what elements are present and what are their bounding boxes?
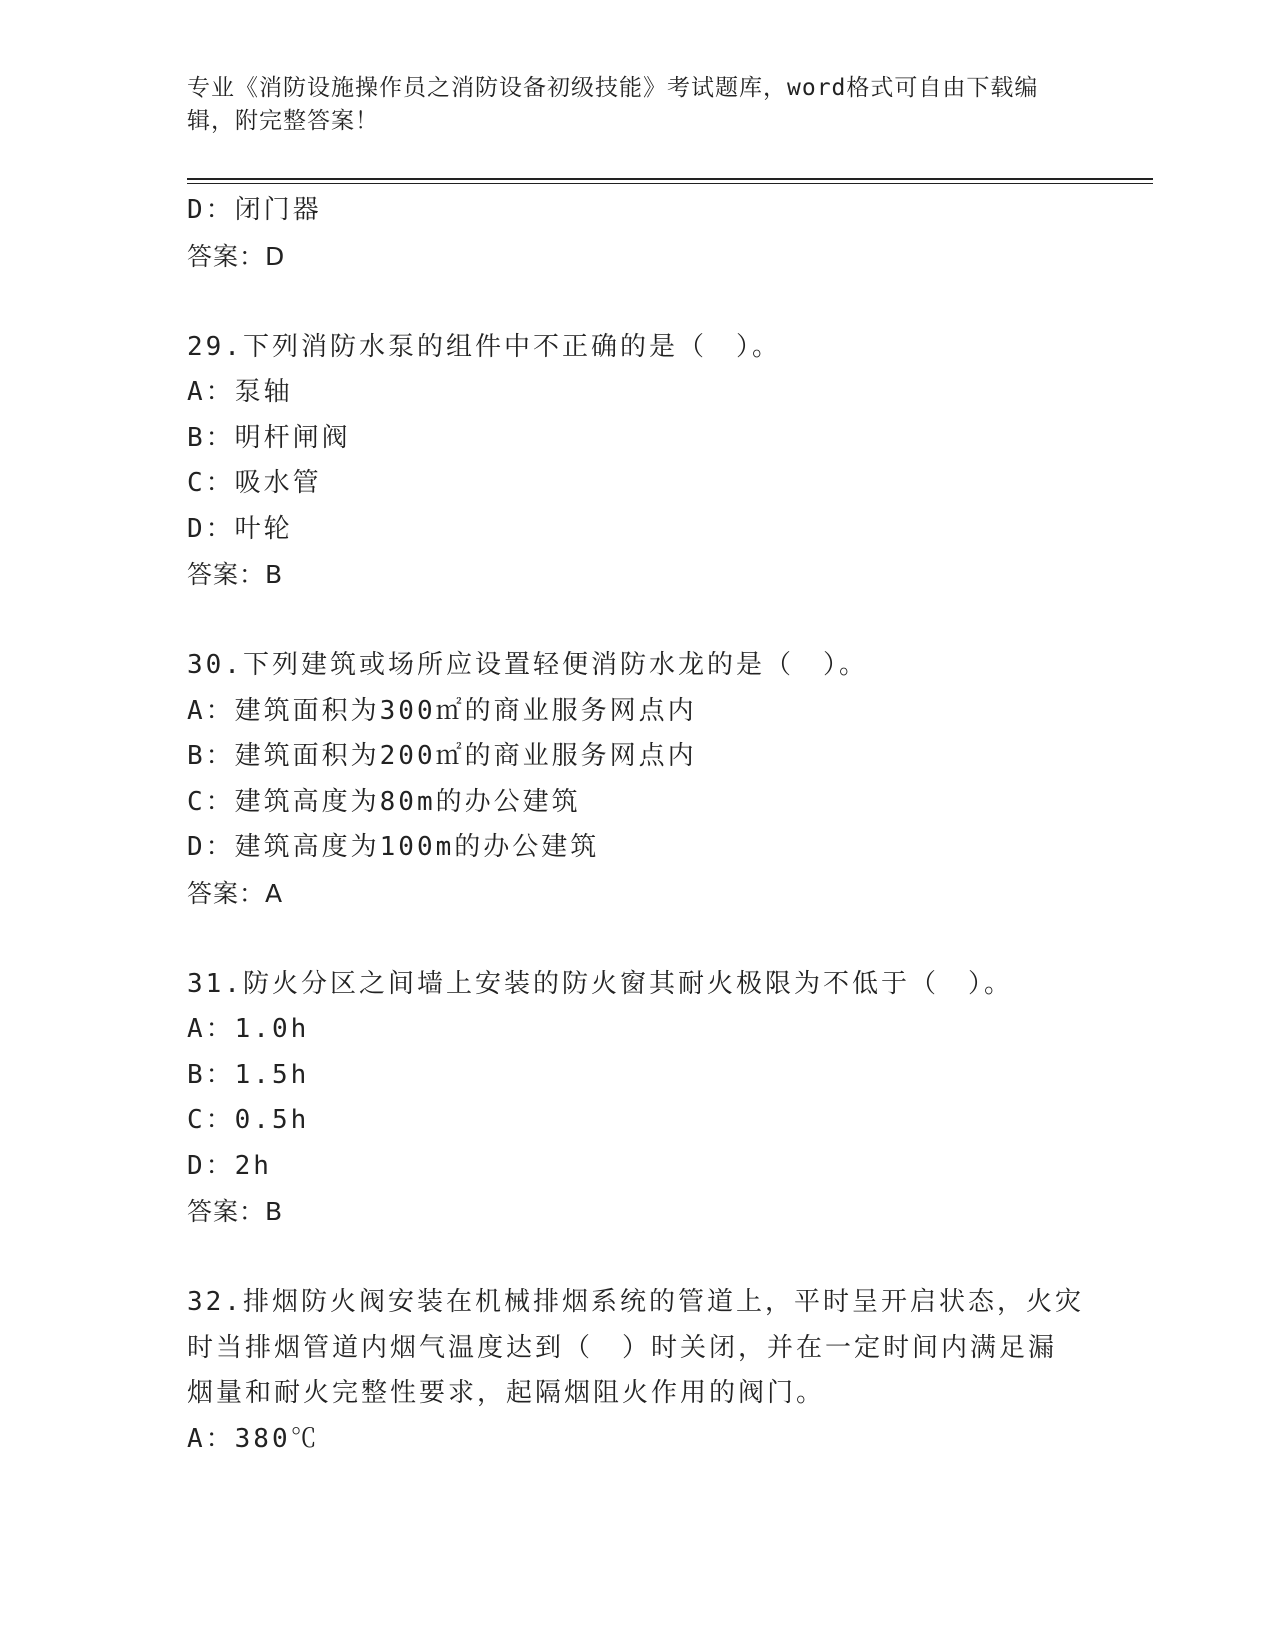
header-divider-thick	[187, 178, 1153, 180]
spacer	[187, 279, 1087, 325]
answer: 答案：A	[187, 878, 284, 908]
question-list	[187, 188, 1087, 1462]
option-b: B：建筑面积为200㎡的商业服务网点内	[187, 741, 697, 771]
spacer	[187, 598, 1087, 644]
question-31	[187, 962, 1087, 1235]
question-30	[187, 643, 1087, 916]
question-text-line-2: 时当排烟管道内烟气温度达到（ ）时关闭，并在一定时间内满足漏	[187, 1332, 1058, 1363]
option-d: D：2h	[187, 1150, 272, 1181]
question-29	[187, 325, 1087, 598]
spacer	[187, 916, 1087, 962]
option-d: D：闭门器	[187, 195, 322, 225]
option-c: C：0.5h	[187, 1105, 310, 1135]
option-c: C：建筑高度为80m的办公建筑	[187, 786, 581, 817]
answer: 答案：B	[187, 560, 284, 589]
option-a: A：380℃	[187, 1423, 320, 1454]
document-header	[187, 72, 1067, 138]
option-b: B：明杆闸阀	[187, 422, 351, 453]
option-a: A：1.0h	[187, 1014, 310, 1044]
header-line-2: 辑，附完整答案！	[187, 108, 379, 134]
question-text: 29.下列消防水泵的组件中不正确的是（ ）。	[187, 331, 781, 362]
answer: 答案：D	[187, 241, 286, 271]
question-text-line-3: 烟量和耐火完整性要求，起隔烟阻火作用的阀门。	[187, 1378, 826, 1408]
question-28	[187, 188, 1087, 279]
header-line-1: 专业《消防设施操作员之消防设备初级技能》考试题库，word格式可自由下载编	[187, 75, 1039, 101]
question-text: 30.下列建筑或场所应设置轻便消防水龙的是（ ）。	[187, 650, 868, 680]
header-divider-thin	[187, 183, 1153, 184]
option-a: A：泵轴	[187, 377, 293, 407]
option-b: B：1.5h	[187, 1059, 310, 1090]
option-a: A：建筑面积为300㎡的商业服务网点内	[187, 695, 697, 726]
option-c: C：吸水管	[187, 468, 322, 498]
question-text-line-1: 32.排烟防火阀安装在机械排烟系统的管道上，平时呈开启状态，火灾	[187, 1287, 1084, 1317]
question-32	[187, 1280, 1087, 1462]
answer: 答案：B	[187, 1197, 284, 1226]
spacer	[187, 1235, 1087, 1281]
question-text: 31.防火分区之间墙上安装的防火窗其耐火极限为不低于（ ）。	[187, 968, 1013, 999]
option-d: D：建筑高度为100m的办公建筑	[187, 832, 600, 862]
option-d: D：叶轮	[187, 513, 293, 544]
